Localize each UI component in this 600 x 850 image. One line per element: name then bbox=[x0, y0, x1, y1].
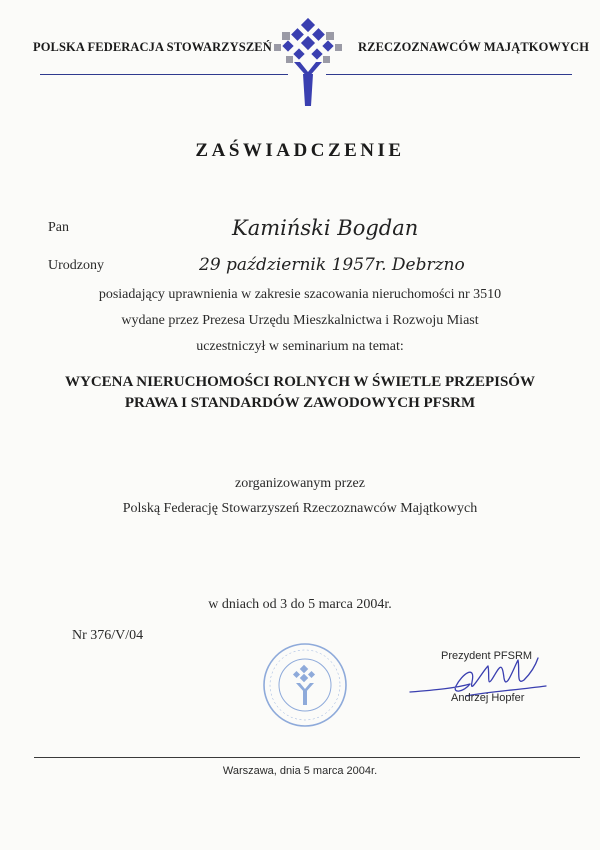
seminar-dates: w dniach od 3 do 5 marca 2004r. bbox=[208, 597, 392, 612]
certificate-number: Nr 376/V/04 bbox=[72, 628, 144, 643]
footer-rule bbox=[34, 757, 580, 758]
qualification-line: posiadający uprawnienia w zakresie szacowania nieruchomości nr 3510 bbox=[98, 287, 502, 302]
federation-logo-icon bbox=[272, 18, 344, 108]
born-value: 29 październik 1957r. Debrzno bbox=[199, 255, 465, 275]
recipient-name: Kamiński Bogdan bbox=[232, 216, 419, 240]
header-right-text: RZECZOZNAWCÓW MAJĄTKOWYCH bbox=[358, 40, 590, 54]
issuer-line: wydane przez Prezesa Urzędu Mieszkalnictwa i Rozwoju Miast bbox=[121, 313, 479, 328]
topic-line-2: PRAWA I STANDARDÓW ZAWODOWYCH PFSRM bbox=[124, 395, 476, 411]
organizer-name: Polską Federację Stowarzyszeń Rzeczoznawców Majątkowych bbox=[122, 501, 478, 516]
footer-place-date: Warszawa, dnia 5 marca 2004r. bbox=[222, 765, 378, 777]
born-label: Urodzony bbox=[48, 258, 104, 273]
topic-line-1: WYCENA NIERUCHOMOŚCI ROLNYCH W ŚWIETLE PRZEPISÓW bbox=[65, 374, 535, 390]
signature-title: Prezydent PFSRM bbox=[441, 650, 533, 662]
organized-by-line: zorganizowanym przez bbox=[235, 476, 365, 491]
header-rule-right bbox=[326, 74, 572, 75]
seal-icon bbox=[262, 642, 348, 728]
seminar-intro-line: uczestniczył w seminarium na temat: bbox=[196, 339, 404, 354]
header-rule-left bbox=[40, 74, 288, 75]
pan-label: Pan bbox=[48, 220, 69, 235]
certificate-title: ZAŚWIADCZENIE bbox=[195, 140, 405, 161]
header-left-text: POLSKA FEDERACJA STOWARZYSZEŃ bbox=[33, 40, 272, 54]
signatory-name: Andrzej Hopfer bbox=[451, 692, 525, 704]
